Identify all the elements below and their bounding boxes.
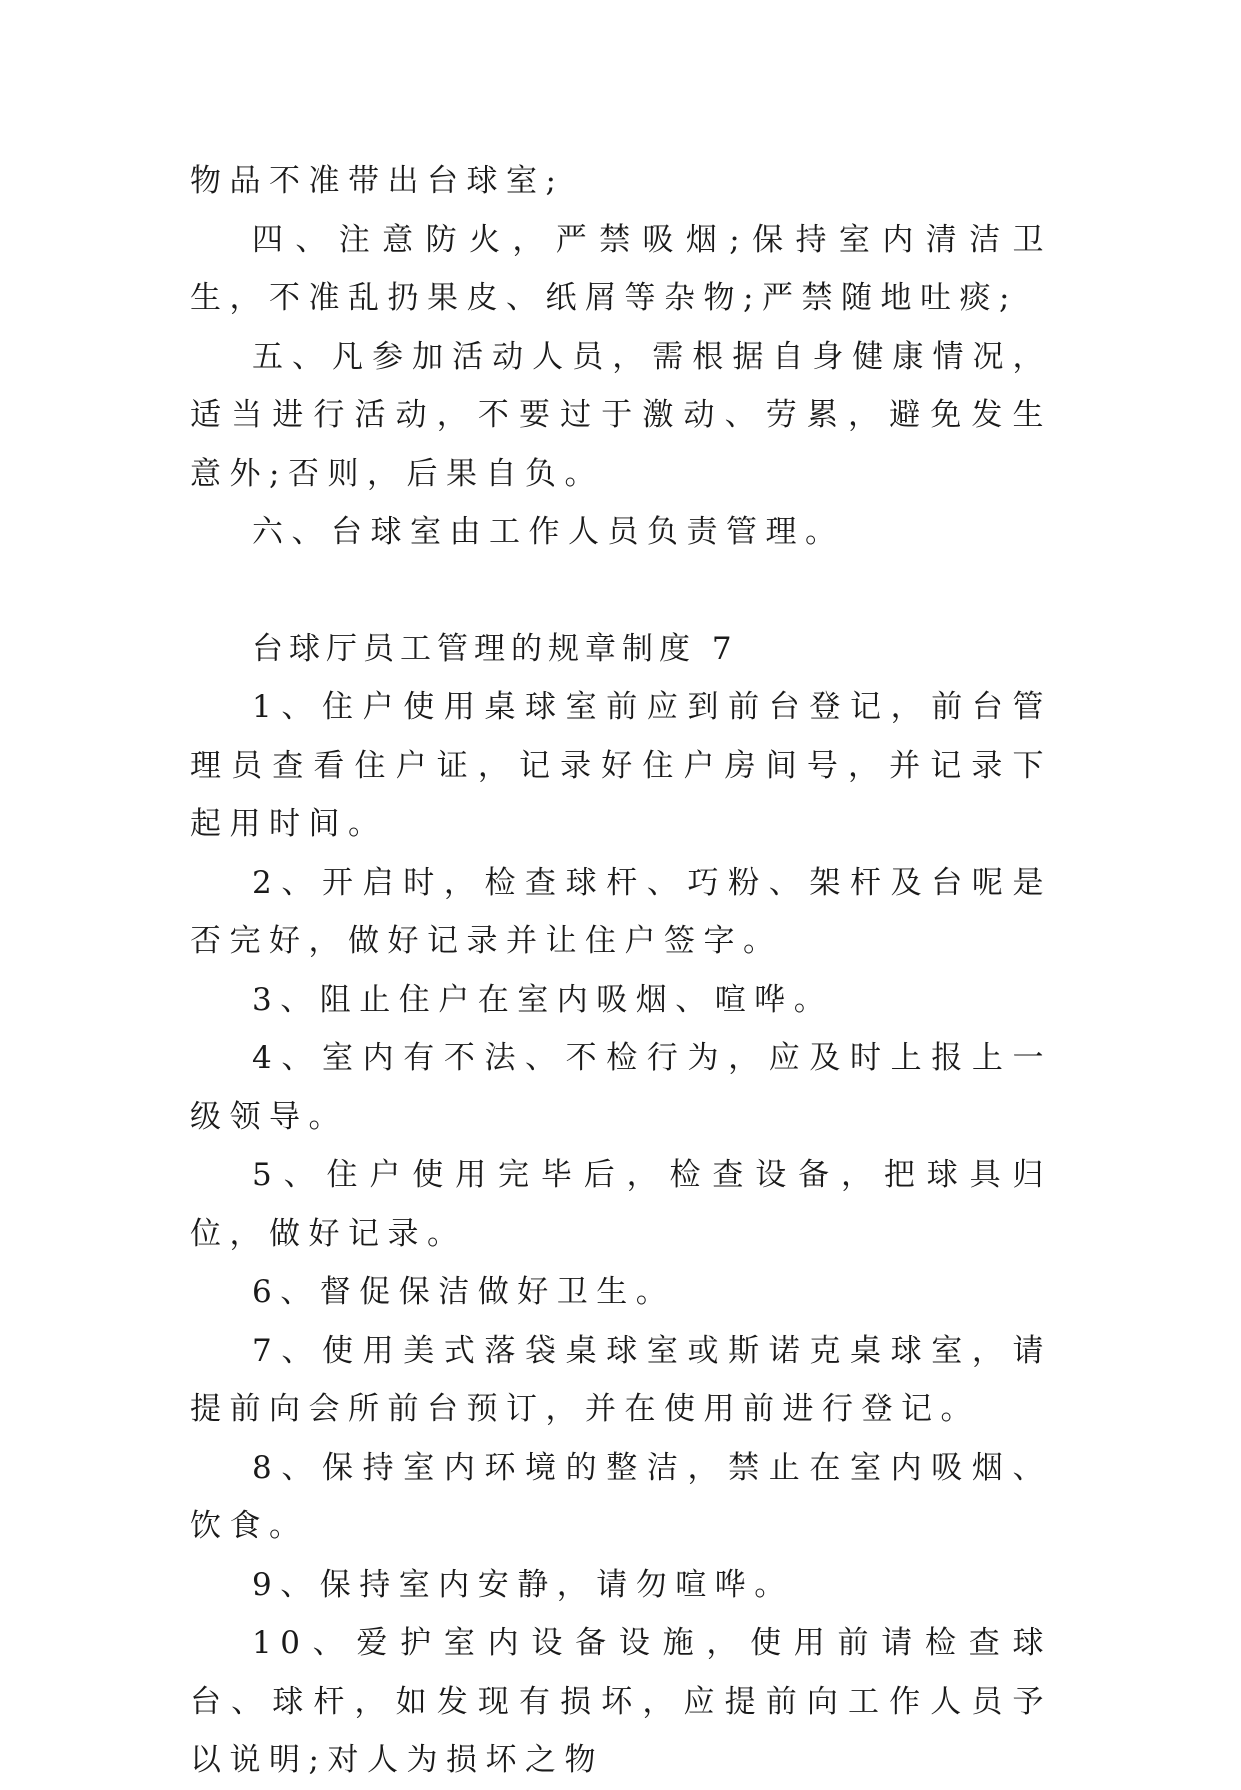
paragraph-rule-4: 四、注意防火，严禁吸烟;保持室内清洁卫生，不准乱扔果皮、纸屑等杂物;严禁随地吐痰; [190, 221, 1052, 316]
section-spacer [190, 562, 1052, 620]
paragraph-item-4: 4、室内有不法、不检行为，应及时上报上一级领导。 [190, 1040, 1052, 1135]
paragraph-item-1: 1、住户使用桌球室前应到前台登记，前台管理员查看住户证，记录好住户房间号，并记录下起用时间。 [190, 689, 1052, 842]
paragraph-item-9: 9、保持室内安静，请勿喧哗。 [252, 1566, 794, 1603]
paragraph-rule-5: 五、凡参加活动人员，需根据自身健康情况，适当进行活动，不要过于激动、劳累，避免发生意外;否则，后果自负。 [190, 338, 1052, 492]
paragraph-item-2: 2、开启时，检查球杆、巧粉、架杆及台呢是否完好，做好记录并让住户签字。 [190, 864, 1052, 959]
paragraph-item-6: 6、督促保洁做好卫生。 [252, 1274, 676, 1310]
paragraph-rule-6: 六、台球室由工作人员负责管理。 [252, 514, 845, 550]
document-body [190, 152, 1052, 1790]
paragraph-item-5: 5、住户使用完毕后，检查设备，把球具归位，做好记录。 [190, 1157, 1052, 1252]
paragraph-item-7: 7、使用美式落袋桌球室或斯诺克桌球室，请提前向会所前台预订，并在使用前进行登记。 [190, 1332, 1052, 1427]
paragraph-item-8: 8、保持室内环境的整洁，禁止在室内吸烟、饮食。 [190, 1449, 1052, 1544]
paragraph-item-10: 10、爱护室内设备设施，使用前请检查球台、球杆，如发现有损坏，应提前向工作人员予以说明;对人为损坏之物 [190, 1625, 1052, 1778]
paragraph-continuation: 物品不准带出台球室; [190, 163, 565, 199]
paragraph-item-3: 3、阻止住户在室内吸烟、喧哗。 [252, 981, 834, 1018]
section-heading: 台球厅员工管理的规章制度 7 [252, 630, 738, 667]
